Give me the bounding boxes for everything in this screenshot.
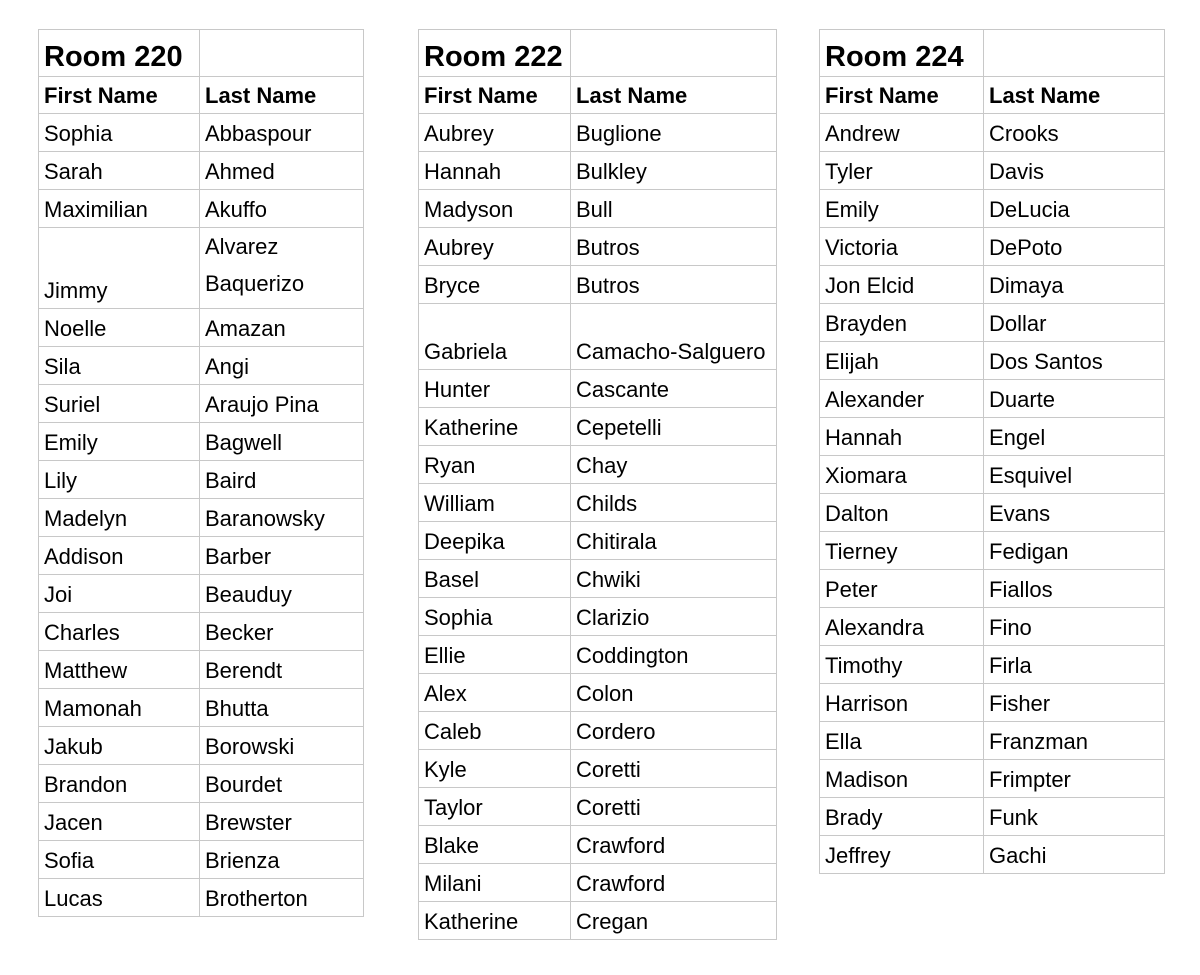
table-row [39, 309, 364, 347]
last-name-cell: Franzman [984, 722, 1165, 760]
last-name-cell: Chwiki [571, 560, 777, 598]
last-name-cell: Borowski [200, 727, 364, 765]
last-name-cell: Cascante [571, 370, 777, 408]
last-name-cell: DeLucia [984, 190, 1165, 228]
table-row [39, 190, 364, 228]
first-name-cell: Sophia [39, 114, 200, 152]
first-name-cell: Deepika [419, 522, 571, 560]
table-row [39, 461, 364, 499]
last-name-cell: Angi [200, 347, 364, 385]
last-name-cell: Bulkley [571, 152, 777, 190]
column-header-row [820, 77, 1165, 114]
table-row [419, 266, 777, 304]
first-name-cell: Katherine [419, 902, 571, 940]
table-row [39, 613, 364, 651]
table-row [39, 803, 364, 841]
first-name-cell: Jon Elcid [820, 266, 984, 304]
first-name-cell: Alexandra [820, 608, 984, 646]
table-row [39, 385, 364, 423]
room-title: Room 224 [820, 30, 984, 77]
first-name-cell: Tyler [820, 152, 984, 190]
table-row [419, 674, 777, 712]
last-name-cell: Baranowsky [200, 499, 364, 537]
first-name-cell: Emily [820, 190, 984, 228]
last-name-cell: Coretti [571, 788, 777, 826]
table-row [419, 788, 777, 826]
last-name-header: Last Name [200, 77, 364, 114]
table-row [419, 560, 777, 598]
last-name-cell: Araujo Pina [200, 385, 364, 423]
last-name-cell [200, 228, 364, 309]
first-name-cell: Ellie [419, 636, 571, 674]
last-name-cell: Clarizio [571, 598, 777, 636]
table-row [39, 879, 364, 917]
room-title-row [419, 30, 777, 77]
first-name-cell: Mamonah [39, 689, 200, 727]
last-name-cell: Cordero [571, 712, 777, 750]
first-name-cell: Hannah [419, 152, 571, 190]
last-name-cell: Akuffo [200, 190, 364, 228]
room-224-table [819, 29, 1165, 874]
room-title-row [39, 30, 364, 77]
table-row [39, 423, 364, 461]
first-name-cell: Aubrey [419, 114, 571, 152]
room-title: Room 220 [39, 30, 200, 77]
last-name-cell: Esquivel [984, 456, 1165, 494]
last-name-cell: Butros [571, 228, 777, 266]
first-name-cell: Brady [820, 798, 984, 836]
last-name-cell: Cepetelli [571, 408, 777, 446]
last-name-cell: Brotherton [200, 879, 364, 917]
first-name-cell: Milani [419, 864, 571, 902]
table-row [820, 570, 1165, 608]
table-row [39, 727, 364, 765]
last-name-cell: Bourdet [200, 765, 364, 803]
last-name-cell: DePoto [984, 228, 1165, 266]
last-name-line: Baquerizo [205, 271, 305, 296]
first-name-cell: Emily [39, 423, 200, 461]
last-name-cell: Abbaspour [200, 114, 364, 152]
last-name-cell: Duarte [984, 380, 1165, 418]
last-name-cell: Crawford [571, 864, 777, 902]
table-row [419, 750, 777, 788]
table-row [39, 575, 364, 613]
first-name-cell: Jakub [39, 727, 200, 765]
first-name-cell: Suriel [39, 385, 200, 423]
room-title-row [820, 30, 1165, 77]
table-row [820, 836, 1165, 874]
last-name-cell: Fisher [984, 684, 1165, 722]
first-name-cell: Alexander [820, 380, 984, 418]
room-title: Room 222 [419, 30, 571, 77]
first-name-cell: Dalton [820, 494, 984, 532]
last-name-cell: Crooks [984, 114, 1165, 152]
table-row [820, 380, 1165, 418]
first-name-cell: Madyson [419, 190, 571, 228]
table-row [820, 456, 1165, 494]
last-name-cell: Fedigan [984, 532, 1165, 570]
table-row [820, 722, 1165, 760]
first-name-cell: Addison [39, 537, 200, 575]
first-name-cell: Elijah [820, 342, 984, 380]
last-name-cell: Butros [571, 266, 777, 304]
table-row [820, 114, 1165, 152]
first-name-cell: Kyle [419, 750, 571, 788]
last-name-cell: Fiallos [984, 570, 1165, 608]
table-row [820, 228, 1165, 266]
last-name-cell: Bagwell [200, 423, 364, 461]
table-row [419, 370, 777, 408]
table-row [820, 266, 1165, 304]
first-name-cell: Basel [419, 560, 571, 598]
first-name-cell: Sila [39, 347, 200, 385]
last-name-cell: Fino [984, 608, 1165, 646]
table-row [419, 446, 777, 484]
last-name-cell: Becker [200, 613, 364, 651]
first-name-cell: Aubrey [419, 228, 571, 266]
table-row [820, 684, 1165, 722]
last-name-cell: Buglione [571, 114, 777, 152]
first-name-cell: Victoria [820, 228, 984, 266]
column-header-row [419, 77, 777, 114]
table-row [419, 636, 777, 674]
last-name-cell: Camacho-Salguero [571, 304, 777, 370]
last-name-cell: Brewster [200, 803, 364, 841]
table-row [419, 408, 777, 446]
table-row [419, 114, 777, 152]
first-name-cell: Sarah [39, 152, 200, 190]
first-name-cell: Noelle [39, 309, 200, 347]
first-name-cell: Lily [39, 461, 200, 499]
table-row [39, 651, 364, 689]
first-name-cell: Tierney [820, 532, 984, 570]
first-name-cell: Matthew [39, 651, 200, 689]
table-row [820, 646, 1165, 684]
first-name-cell: Peter [820, 570, 984, 608]
last-name-cell: Beauduy [200, 575, 364, 613]
last-name-cell: Evans [984, 494, 1165, 532]
table-row [419, 902, 777, 940]
table-row [820, 152, 1165, 190]
last-name-cell: Engel [984, 418, 1165, 456]
first-name-cell: Ella [820, 722, 984, 760]
last-name-cell: Coddington [571, 636, 777, 674]
table-row [419, 484, 777, 522]
table-row [39, 765, 364, 803]
table-row [419, 190, 777, 228]
first-name-cell: Brandon [39, 765, 200, 803]
table-row [820, 342, 1165, 380]
last-name-cell: Firla [984, 646, 1165, 684]
first-name-cell: Andrew [820, 114, 984, 152]
last-name-cell: Crawford [571, 826, 777, 864]
last-name-header: Last Name [984, 77, 1165, 114]
first-name-cell: Blake [419, 826, 571, 864]
first-name-header: First Name [419, 77, 571, 114]
last-name-cell: Childs [571, 484, 777, 522]
table-row [39, 228, 364, 309]
table-row [820, 532, 1165, 570]
last-name-cell: Frimpter [984, 760, 1165, 798]
last-name-line: Alvarez [205, 234, 279, 259]
table-row [39, 499, 364, 537]
last-name-cell: Colon [571, 674, 777, 712]
first-name-cell: Brayden [820, 304, 984, 342]
first-name-header: First Name [820, 77, 984, 114]
first-name-cell: Gabriela [419, 304, 571, 370]
first-name-cell: Alex [419, 674, 571, 712]
last-name-cell: Funk [984, 798, 1165, 836]
table-row [419, 712, 777, 750]
first-name-cell: Hunter [419, 370, 571, 408]
table-row [39, 537, 364, 575]
table-row [820, 304, 1165, 342]
table-row [419, 522, 777, 560]
column-header-row [39, 77, 364, 114]
table-row [419, 152, 777, 190]
first-name-cell: Charles [39, 613, 200, 651]
table-row [39, 347, 364, 385]
table-row [820, 798, 1165, 836]
last-name-cell: Berendt [200, 651, 364, 689]
first-name-cell: Taylor [419, 788, 571, 826]
first-name-cell: Sophia [419, 598, 571, 636]
first-name-cell: Ryan [419, 446, 571, 484]
last-name-cell: Gachi [984, 836, 1165, 874]
last-name-cell: Amazan [200, 309, 364, 347]
table-row [820, 608, 1165, 646]
table-row [419, 304, 777, 370]
last-name-cell: Cregan [571, 902, 777, 940]
last-name-cell: Chitirala [571, 522, 777, 560]
room-220-table [38, 29, 364, 917]
first-name-cell: Caleb [419, 712, 571, 750]
table-row [820, 418, 1165, 456]
last-name-cell: Coretti [571, 750, 777, 788]
first-name-cell: Timothy [820, 646, 984, 684]
last-name-cell: Davis [984, 152, 1165, 190]
last-name-cell: Ahmed [200, 152, 364, 190]
first-name-cell: Jacen [39, 803, 200, 841]
last-name-cell: Brienza [200, 841, 364, 879]
first-name-cell: Maximilian [39, 190, 200, 228]
last-name-cell: Dimaya [984, 266, 1165, 304]
table-row [419, 598, 777, 636]
table-row [419, 228, 777, 266]
first-name-cell: Madelyn [39, 499, 200, 537]
table-row [39, 841, 364, 879]
table-row [820, 190, 1165, 228]
table-row [39, 152, 364, 190]
first-name-cell: Xiomara [820, 456, 984, 494]
last-name-cell: Bull [571, 190, 777, 228]
last-name-cell: Chay [571, 446, 777, 484]
table-row [39, 689, 364, 727]
first-name-cell: Harrison [820, 684, 984, 722]
first-name-cell: William [419, 484, 571, 522]
first-name-cell: Jimmy [39, 228, 200, 309]
table-row [419, 826, 777, 864]
first-name-cell: Bryce [419, 266, 571, 304]
last-name-cell: Dollar [984, 304, 1165, 342]
first-name-cell: Hannah [820, 418, 984, 456]
last-name-cell: Barber [200, 537, 364, 575]
last-name-cell: Bhutta [200, 689, 364, 727]
empty-title-cell [200, 30, 364, 77]
first-name-cell: Katherine [419, 408, 571, 446]
last-name-header: Last Name [571, 77, 777, 114]
table-row [39, 114, 364, 152]
first-name-cell: Madison [820, 760, 984, 798]
table-row [419, 864, 777, 902]
first-name-header: First Name [39, 77, 200, 114]
last-name-cell: Baird [200, 461, 364, 499]
first-name-cell: Jeffrey [820, 836, 984, 874]
first-name-cell: Joi [39, 575, 200, 613]
room-222-table [418, 29, 777, 940]
first-name-cell: Sofia [39, 841, 200, 879]
empty-title-cell [571, 30, 777, 77]
first-name-cell: Lucas [39, 879, 200, 917]
table-row [820, 760, 1165, 798]
empty-title-cell [984, 30, 1165, 77]
table-row [820, 494, 1165, 532]
last-name-cell: Dos Santos [984, 342, 1165, 380]
